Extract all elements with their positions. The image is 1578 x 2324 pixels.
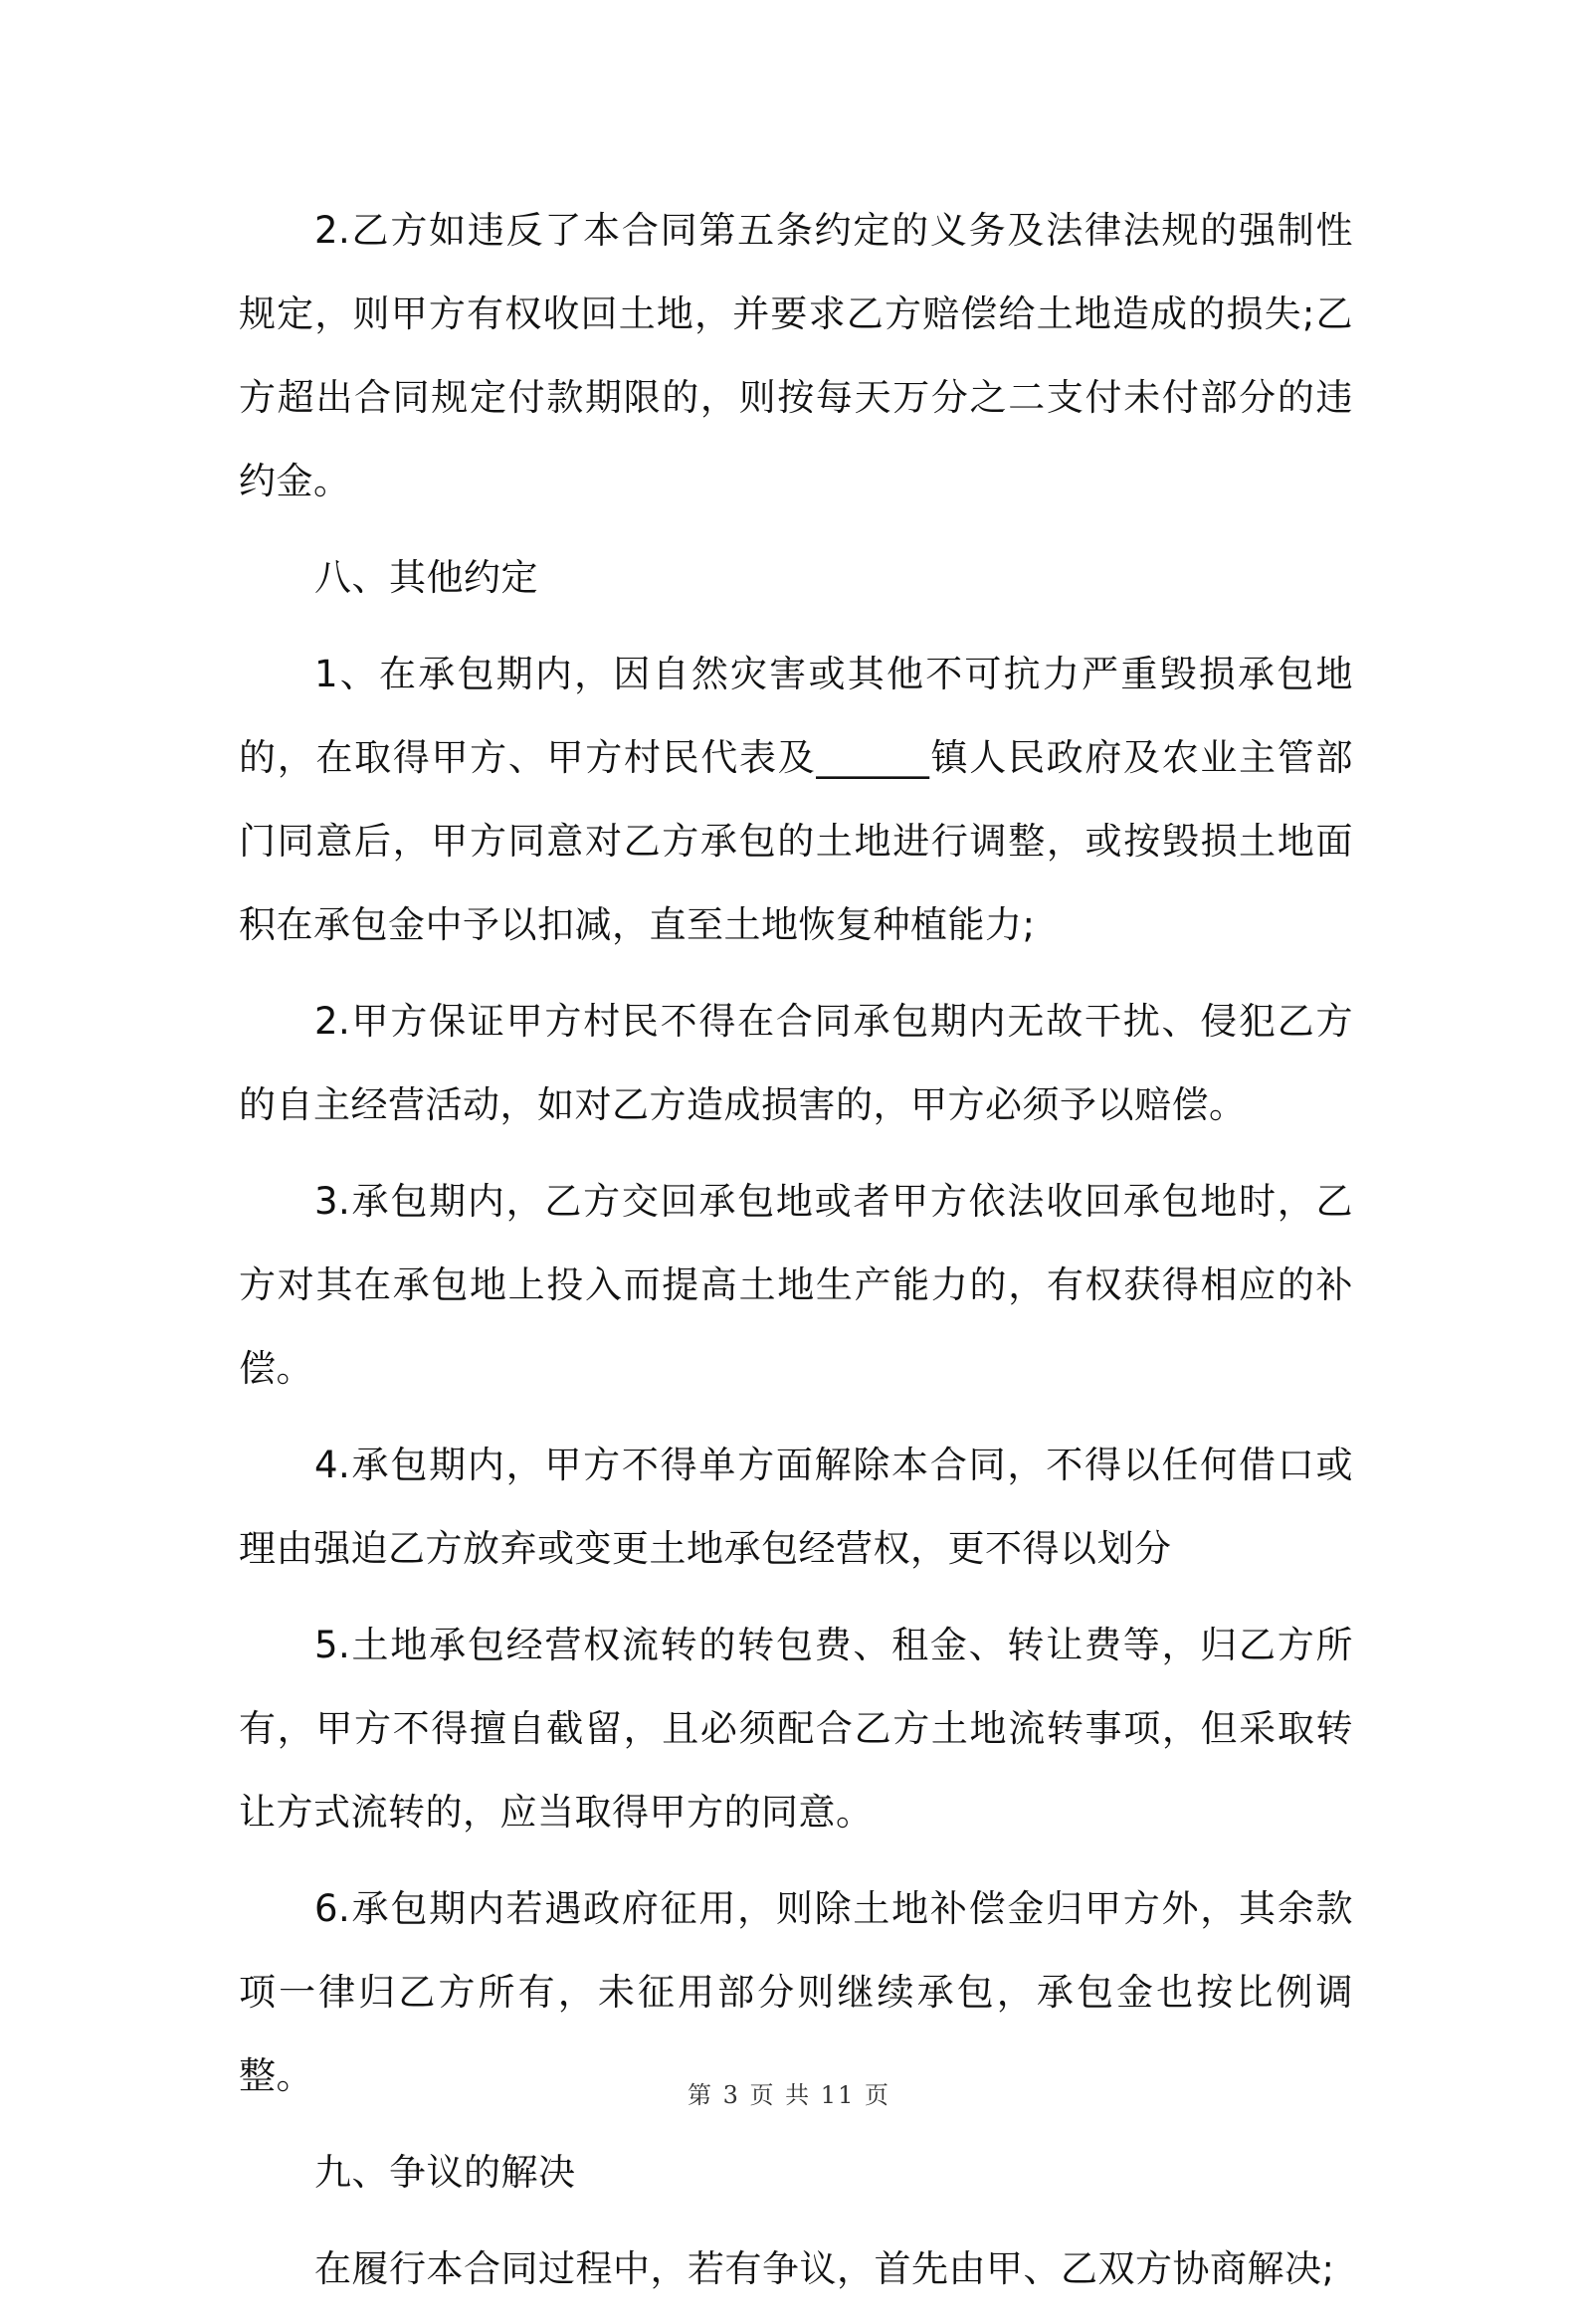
section-heading-dispute-resolution: 九、争议的解决: [314, 2151, 576, 2194]
paragraph-force-majeure: 1、在承包期内，因自然灾害或其他不可抗力严重毁损承包地的，在取得甲方、甲方村民代表及______镇人民政府及农业主管部门同意后，甲方同意对乙方承包的土地进行调整，或按毁损土地面积在承包金中予以扣减，直至土地恢复种植能力;: [239, 653, 1353, 946]
paragraph-breach-by-party-b: 2.乙方如违反了本合同第五条约定的义务及法律法规的强制性规定，则甲方有权收回土地，并要求乙方赔偿给土地造成的损失;乙方超出合同规定付款期限的，则按每天万分之二支付未付部分的违约金。: [239, 209, 1353, 502]
page-number-footer: 第 3 页 共 11 页: [688, 2081, 890, 2109]
document-body: [239, 189, 1353, 2324]
paragraph-transfer-fees: 5.土地承包经营权流转的转包费、租金、转让费等，归乙方所有，甲方不得擅自截留，且必须配合乙方土地流转事项，但采取转让方式流转的，应当取得甲方的同意。: [239, 1624, 1353, 1834]
section-heading-other-terms: 八、其他约定: [314, 556, 538, 599]
paragraph-dispute-negotiation: 在履行本合同过程中，若有争议，首先由甲、乙双方协商解决;: [314, 2247, 1335, 2290]
paragraph-no-interference: 2.甲方保证甲方村民不得在合同承包期内无故干扰、侵犯乙方的自主经营活动，如对乙方造成损害的，甲方必须予以赔偿。: [239, 1000, 1353, 1126]
paragraph-compensation: 3.承包期内，乙方交回承包地或者甲方依法收回承包地时，乙方对其在承包地上投入而提高土地生产能力的，有权获得相应的补偿。: [239, 1180, 1353, 1390]
paragraph-expropriation: 6.承包期内若遇政府征用，则除土地补偿金归甲方外，其余款项一律归乙方所有，未征用部分则继续承包，承包金也按比例调整。: [239, 1887, 1353, 2097]
paragraph-no-termination: 4.承包期内，甲方不得单方面解除本合同，不得以任何借口或理由强迫乙方放弃或变更土地承包经营权，更不得以划分: [239, 1444, 1353, 1570]
